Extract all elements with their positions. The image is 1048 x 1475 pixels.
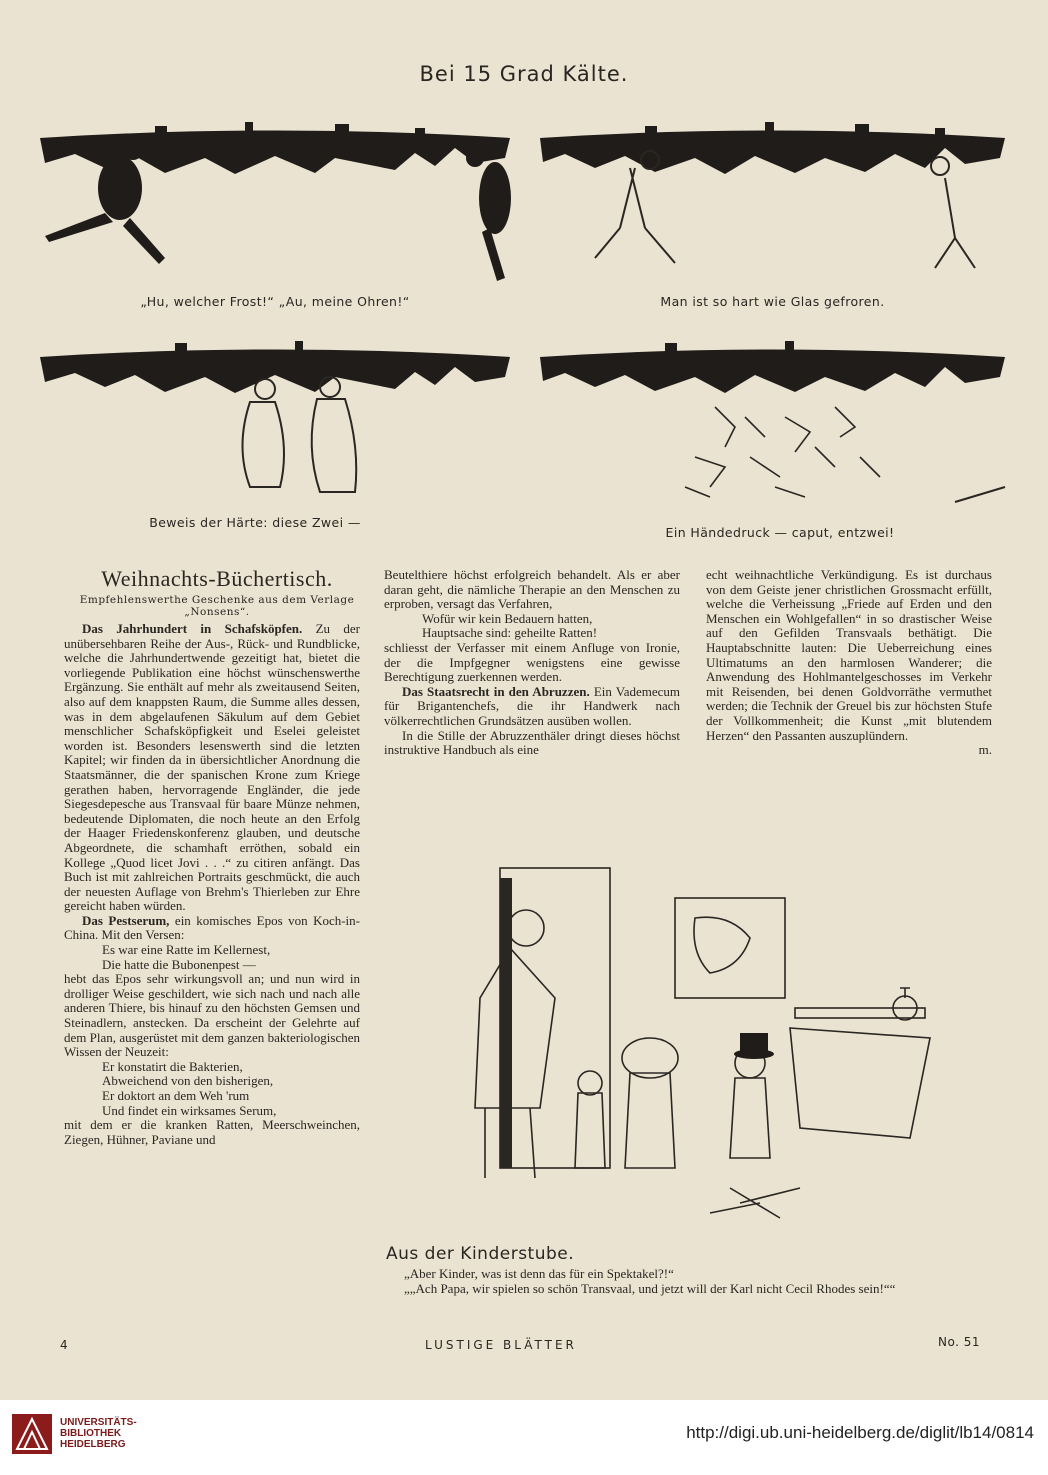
- comic-panel-4: [535, 337, 1010, 512]
- library-name: UNIVERSITÄTS- BIBLIOTHEK HEIDELBERG: [60, 1417, 137, 1450]
- caption-line-2: „„Ach Papa, wir spielen so schön Transvaal, und jetzt will der Karl nicht Cecil Rhodes sein!““: [404, 1280, 896, 1296]
- page-number: 4: [60, 1338, 71, 1352]
- book-title-1: Das Jahrhundert in Schafsköpfen.: [82, 621, 303, 636]
- article-column-3: [706, 568, 992, 758]
- paragraph: Ein Vademecum für Brigantenchefs, die ihr Handwerk nach völkerrechtlichen Grundsätzen ausüben wollen.: [384, 683, 681, 728]
- book-title-3: Das Staatsrecht in den Abruzzen.: [402, 683, 590, 699]
- caption-line-1: „Aber Kinder, was ist denn das für ein Spektakel?!“: [404, 1266, 674, 1281]
- library-logo-icon: [12, 1414, 52, 1454]
- verse-line: Hauptsache sind: geheilte Ratten!: [422, 625, 598, 641]
- comic-panel-2: [535, 118, 1010, 293]
- comic-panel-1: [35, 118, 515, 293]
- paragraph: Beutelthiere höchst erfolgreich behandelt. Als er aber daran geht, die nämliche Therapie an den Menschen zu erproben, versagt das Verfahren,: [384, 567, 680, 612]
- article-heading: Weihnachts-Büchertisch.: [101, 566, 333, 591]
- cartoon-title: Aus der Kinderstube.: [386, 1244, 575, 1264]
- comic-caption-4: Ein Händedruck — caput, entzwei!: [665, 525, 895, 540]
- paragraph: In die Stille der Abruzzenthäler dringt dieses höchst instruktive Handbuch als eine: [384, 727, 680, 758]
- verse-line: Er doktort an dem Weh 'rum: [102, 1088, 250, 1103]
- article-subheading: Empfehlenswerthe Geschenke aus dem Verlage „Nonsens“.: [79, 594, 355, 618]
- permalink-url[interactable]: http://digi.ub.uni-heidelberg.de/diglit/lb14/0814: [686, 1423, 1034, 1442]
- paragraph: ein komisches Epos von Koch-in-China. Mit den Versen:: [64, 912, 360, 943]
- verse-line: Abweichend von den bisherigen,: [102, 1073, 274, 1089]
- comic-panel-3: [35, 337, 515, 512]
- paragraph: schliesst der Verfasser mit einem Anfluge von Ironie, der die Impfgegner wenigstens eine gewisse Berechtigung zuerkennen werden.: [384, 639, 680, 685]
- page-title: Bei 15 Grad Kälte.: [419, 62, 629, 86]
- article-column-1: [64, 622, 360, 1147]
- comic-caption-3: Beweis der Härte: diese Zwei —: [149, 515, 361, 530]
- paragraph: mit dem er die kranken Ratten, Meerschweinchen, Ziegen, Hühner, Paviane und: [64, 1117, 360, 1147]
- author-initial: m.: [978, 742, 992, 758]
- verse-line: Es war eine Ratte im Kellernest,: [102, 942, 271, 958]
- kinderstube-illustration: [440, 858, 1000, 1238]
- book-title-2: Das Pestserum,: [82, 912, 170, 928]
- verse-line: Die hatte die Bubonenpest —: [102, 956, 256, 972]
- comic-caption-2: Man ist so hart wie Glas gefroren.: [660, 294, 885, 309]
- verse-line: Und findet ein wirksames Serum,: [102, 1102, 277, 1118]
- paragraph: hebt das Epos sehr wirkungsvoll an; und nun wird in drolliger Weise geschildert, wie sich nach und nach alle anderen Thiere, bis hinauf zu den höchsten Gemsen und Steinadlern, anstecken. Da erscheint der Gelehrte auf dem Plan, ausgerüstet mit dem ganzen bakteriologischen Wissen der Neuzeit:: [64, 971, 360, 1060]
- verse-line: Er konstatirt die Bakterien,: [102, 1058, 243, 1074]
- verse-line: Wofür wir kein Bedauern hatten,: [422, 610, 593, 626]
- issue-number: No. 51: [938, 1335, 981, 1349]
- library-bar: [0, 1400, 1048, 1475]
- article-column-2: [384, 568, 680, 758]
- paragraph: Zu der unübersehbaren Reihe der Aus-, Rück- und Rundblicke, welche die Jahrhundertwende gezeitigt hat, bietet die vorliegende Publikation eine höchst wünschenswerthe Ergänzung. Sie enthält auf mehr als zweitausend Seiten, also auf dem knappsten Raum, die Summe alles dessen, was in dem abgelaufenen Säkulum auf dem Gebiet menschlicher Schafsköpfigkeit und Eselei geleistet worden ist. Besonders lesenswerth sind die letzten Kapitel; wir finden da in übersichtlicher Anordnung die Staatsmänner, die der spanischen Krone zum Kriege gerathen haben, hervorragende Engländer, die jede Siegesdepesche aus Transvaal für baare Münze nehmen, bedeutende Diplomaten, die noch heute an den Erfolg der Haager Friedenskonferenz glauben, und deutsche Abgeordnete, die schamhaft erröthen, sobald ein Kollege „Quod licet Jovi . . .“ zu citiren anfängt. Das Buch ist mit zahlreichen Portraits geschmückt, die auch der neuesten Auflage von Brehm's Thierleben zur Ehre gereicht haben würden.: [64, 621, 360, 914]
- magazine-name: LUSTIGE BLÄTTER: [425, 1338, 577, 1352]
- cartoon-caption: [386, 1267, 986, 1296]
- paragraph: echt weihnachtliche Verkündigung. Es ist durchaus von dem Geiste jener christlichen Grossmacht erfüllt, welche die Verheissung „Friede auf Erden und den Menschen ein Wohlgefallen“ in so drastischer Weise auf den Gefilden Transvaals bethätigt. Die Hauptabschnitte lauten: Die Ueberreichung eines Ultimatums an den harmlosen Wanderer; die Anwendung des Hohlmantelgeschosses im Verkehr mit Reisenden, bei denen Goldvorräthe vermuthet werden; die Technik der Greuel bis zur höchsten Stufe der Vollkommenheit; die Kunst „mit blutendem Herzen“ den Passanten auszuplündern.: [706, 567, 992, 743]
- comic-caption-1: „Hu, welcher Frost!“ „Au, meine Ohren!“: [140, 294, 410, 309]
